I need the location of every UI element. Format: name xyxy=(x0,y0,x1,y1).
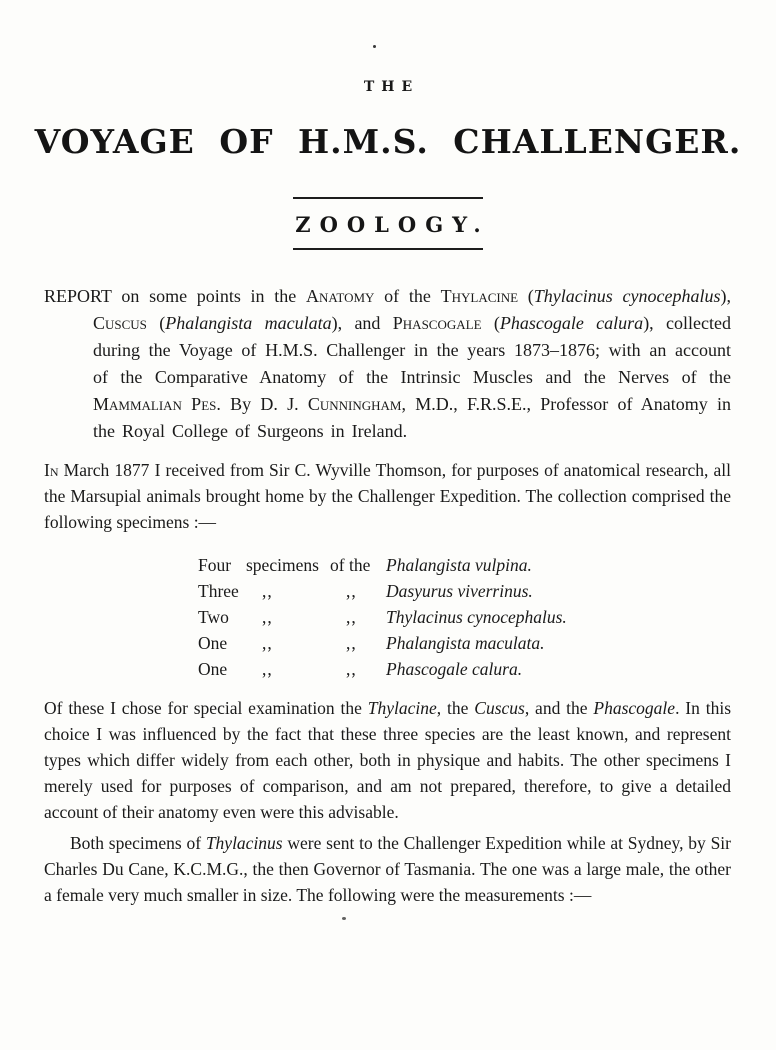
ditto-mark: ,, xyxy=(346,633,357,653)
specimen-row xyxy=(198,604,567,630)
divider-rule-top xyxy=(293,197,483,199)
text-run: REPORT on some points in the xyxy=(44,286,307,306)
smallcaps-text: Mammalian Pes xyxy=(93,394,217,414)
ditto-mark: ,, xyxy=(346,581,357,601)
italic-text: Thylacine xyxy=(367,698,437,718)
ditto-mark: ,, xyxy=(346,659,357,679)
ditto-mark: ,, xyxy=(262,633,273,653)
specimen-row xyxy=(198,578,567,604)
italic-text: Phascogale calura xyxy=(499,313,644,333)
ditto-mark: ,, xyxy=(262,659,273,679)
ditto-mark: ,, xyxy=(262,607,273,627)
smallcaps-text: Anatomy xyxy=(306,286,375,306)
specimen-row xyxy=(198,630,567,656)
selection-paragraph xyxy=(44,695,731,825)
publication-title: VOYAGE OF H.M.S. CHALLENGER. xyxy=(34,122,742,161)
italic-text: Phascogale xyxy=(593,698,676,718)
series-kicker: THE xyxy=(363,79,420,95)
italic-text: Phalangista maculata xyxy=(165,313,332,333)
text-run: ( xyxy=(481,313,500,333)
specimen-word: specimens xyxy=(246,555,319,575)
specimen-count: Three xyxy=(198,581,239,601)
text-run: . In this choice I was influenced by the fact that these three species are the least known, and represent types which differ widely from each other, both in physique and habits. The other specimens I merely used for purposes of comparison, and am not prepared, therefore, to give a detailed account of their anatomy even were this advisable. xyxy=(44,698,731,822)
text-run: ), collected during the Voyage of H.M.S. Challenger in the years 1873–1876; with an account of the Comparative Anatomy of the Intrinsic Muscles and the Nerves of the xyxy=(93,313,731,387)
text-run: Both specimens of xyxy=(70,833,206,853)
ink-speck xyxy=(373,45,376,48)
italic-text: Cuscus xyxy=(474,698,525,718)
specimen-word: of the xyxy=(330,555,371,575)
italic-text: Thylacinus cynocephalus xyxy=(533,286,721,306)
smallcaps-text: Phascogale xyxy=(392,313,482,333)
ditto-mark: ,, xyxy=(262,581,273,601)
text-run: of the xyxy=(374,286,441,306)
text-run: ( xyxy=(518,286,534,306)
specimen-row xyxy=(198,552,567,578)
thylacinus-paragraph xyxy=(44,830,731,908)
smallcaps-text: Thylacine xyxy=(440,286,519,306)
specimen-species: Dasyurus viverrinus. xyxy=(386,581,533,601)
specimen-list xyxy=(198,552,567,682)
text-run: ), xyxy=(720,286,731,306)
page-body xyxy=(0,283,776,908)
report-heading xyxy=(44,283,731,445)
ink-speck xyxy=(342,917,346,920)
smallcaps-text: Cuscus xyxy=(93,313,147,333)
specimen-count: Two xyxy=(198,607,229,627)
masthead xyxy=(0,0,776,250)
text-run: , the xyxy=(436,698,475,718)
intro-paragraph xyxy=(44,457,731,535)
text-run: . By D. J. xyxy=(216,394,308,414)
specimen-species: Phalangista maculata. xyxy=(386,633,545,653)
text-run: were sent to the Challenger Expedition while at Sydney, by Sir Charles Du Cane, K.C.M.G., the then Governor of Tasmania. The one was a large male, the other a female very much smaller in size. The following were the measurements :— xyxy=(44,833,731,905)
specimen-count: One xyxy=(198,633,228,653)
specimen-species: Thylacinus cynocephalus. xyxy=(386,607,567,627)
text-run: March 1877 I received from Sir C. Wyville Thomson, for purposes of anatomical research, all the Marsupial animals brought home by the Challenger Expedition. The collection comprised the following specimens :— xyxy=(44,460,731,532)
specimen-species: Phalangista vulpina. xyxy=(386,555,532,575)
specimen-count: One xyxy=(198,659,228,679)
text-run: , and the xyxy=(524,698,594,718)
italic-text: Thylacinus xyxy=(205,833,283,853)
specimen-species: Phascogale calura. xyxy=(386,659,523,679)
divider-rule-bottom xyxy=(293,248,483,250)
ditto-mark: ,, xyxy=(346,607,357,627)
text-run: , M.D., F.R.S.E., Professor of Anatomy in the Royal College of Surgeons in Ireland. xyxy=(93,394,731,441)
smallcaps-text: Cunningham xyxy=(307,394,402,414)
text-run: ( xyxy=(146,313,166,333)
specimen-count: Four xyxy=(198,555,232,575)
specimen-row xyxy=(198,656,567,682)
smallcaps-text: In xyxy=(44,460,59,480)
section-title: ZOOLOGY. xyxy=(295,212,490,237)
text-run: ), and xyxy=(331,313,393,333)
text-run: Of these I chose for special examination the xyxy=(44,698,368,718)
specimen-rows xyxy=(198,552,567,682)
